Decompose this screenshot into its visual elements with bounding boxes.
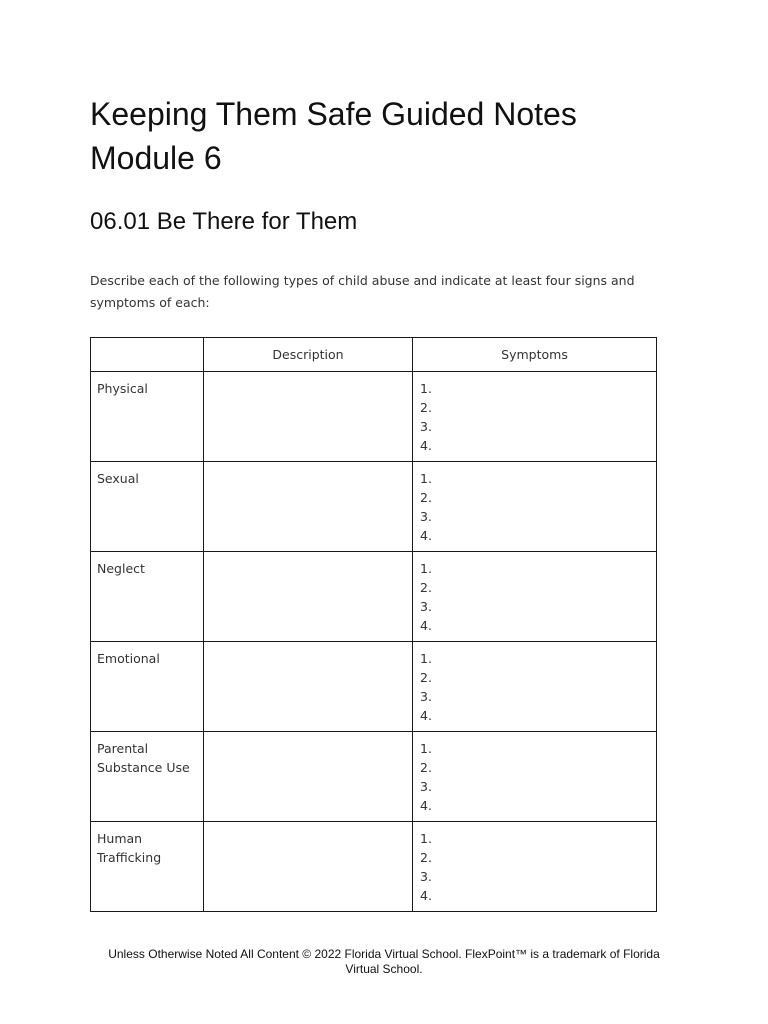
symptom-item: 4. [420, 888, 432, 903]
symptoms-list [413, 462, 656, 545]
symptom-item: 2. [420, 580, 432, 595]
category-cell [91, 732, 204, 822]
description-text [204, 822, 412, 829]
table-row [91, 552, 657, 642]
description-text [204, 732, 412, 739]
table-row [91, 372, 657, 462]
category-label: Human Trafficking [97, 831, 162, 865]
document-title [90, 92, 710, 180]
abuse-types-table [90, 337, 657, 912]
symptoms-list [413, 732, 656, 815]
symptom-item: 4. [420, 438, 432, 453]
symptom-item: 3. [420, 509, 432, 524]
symptom-item: 4. [420, 798, 432, 813]
symptom-item: 1. [420, 561, 432, 576]
symptom-item: 1. [420, 741, 432, 756]
description-cell[interactable] [204, 642, 413, 732]
category-label: Parental Substance Use [97, 741, 190, 775]
header-description: Description [204, 338, 413, 372]
category-cell [91, 822, 204, 912]
description-cell[interactable] [204, 372, 413, 462]
symptom-item: 3. [420, 779, 432, 794]
category-cell [91, 372, 204, 462]
header-symptoms: Symptoms [413, 338, 657, 372]
symptom-item: 3. [420, 419, 432, 434]
symptoms-cell[interactable] [413, 732, 657, 822]
symptom-item: 1. [420, 651, 432, 666]
description-text [204, 462, 412, 469]
category-label: Physical [97, 381, 148, 396]
symptom-item: 3. [420, 869, 432, 884]
symptom-item: 1. [420, 831, 432, 846]
symptoms-list [413, 822, 656, 905]
table-row [91, 642, 657, 732]
title-line-2: Module 6 [90, 140, 222, 176]
symptom-item: 2. [420, 400, 432, 415]
description-cell[interactable] [204, 462, 413, 552]
symptoms-cell[interactable] [413, 822, 657, 912]
symptom-item: 4. [420, 708, 432, 723]
category-cell [91, 642, 204, 732]
symptom-item: 3. [420, 599, 432, 614]
instructions-text: Describe each of the following types of child abuse and indicate at least four signs and symptoms of each: [90, 273, 635, 310]
section-heading: 06.01 Be There for Them [90, 208, 358, 235]
category-cell [91, 462, 204, 552]
category-label: Sexual [97, 471, 139, 486]
symptom-item: 2. [420, 670, 432, 685]
description-text [204, 642, 412, 649]
description-text [204, 552, 412, 559]
description-text [204, 372, 412, 379]
title-line-1: Keeping Them Safe Guided Notes [90, 96, 577, 132]
symptoms-cell[interactable] [413, 462, 657, 552]
copyright-footer: Unless Otherwise Noted All Content © 2022 Florida Virtual School. FlexPoint™ is a trademark of Florida Virtual School. [108, 947, 660, 976]
category-cell [91, 552, 204, 642]
symptoms-cell[interactable] [413, 552, 657, 642]
symptom-item: 4. [420, 528, 432, 543]
symptom-item: 2. [420, 850, 432, 865]
symptom-item: 1. [420, 381, 432, 396]
symptom-item: 1. [420, 471, 432, 486]
description-cell[interactable] [204, 732, 413, 822]
category-label: Emotional [97, 651, 160, 666]
symptoms-list [413, 372, 656, 455]
header-category [91, 338, 204, 372]
table-header-row [91, 338, 657, 372]
table-row [91, 462, 657, 552]
symptoms-cell[interactable] [413, 642, 657, 732]
table-row [91, 822, 657, 912]
symptoms-cell[interactable] [413, 372, 657, 462]
symptoms-list [413, 552, 656, 635]
category-label: Neglect [97, 561, 145, 576]
table-row [91, 732, 657, 822]
symptom-item: 2. [420, 760, 432, 775]
description-cell[interactable] [204, 552, 413, 642]
symptoms-list [413, 642, 656, 725]
symptom-item: 3. [420, 689, 432, 704]
description-cell[interactable] [204, 822, 413, 912]
symptom-item: 4. [420, 618, 432, 633]
symptom-item: 2. [420, 490, 432, 505]
